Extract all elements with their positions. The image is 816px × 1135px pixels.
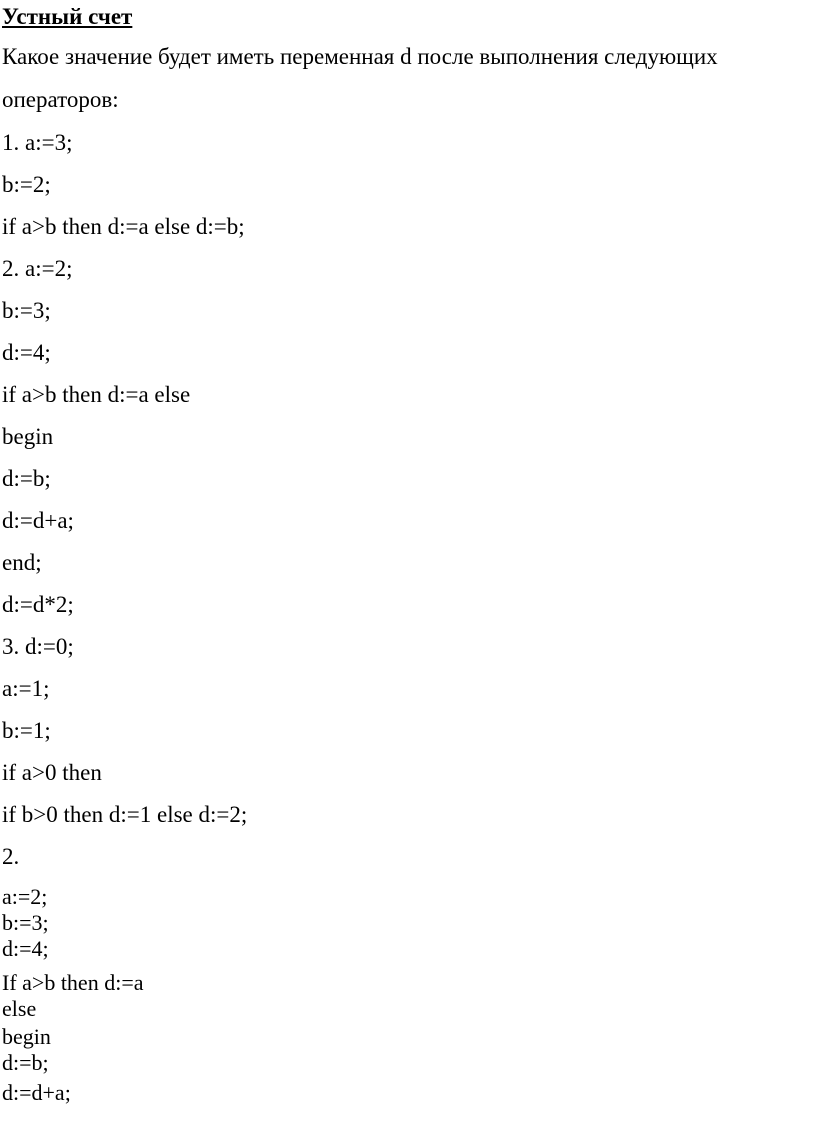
code-line-compact: else xyxy=(2,996,37,1021)
code-line: b:=1; xyxy=(2,718,51,743)
code-line: 1. a:=3; xyxy=(2,130,73,155)
code-line: if b>0 then d:=1 else d:=2; xyxy=(2,802,248,827)
question-text-line-2: операторов: xyxy=(2,87,119,112)
code-line: b:=2; xyxy=(2,172,51,197)
code-line: 2. a:=2; xyxy=(2,256,73,281)
code-line: a:=1; xyxy=(2,676,50,701)
code-line-compact: a:=2; xyxy=(2,884,48,909)
code-line: d:=b; xyxy=(2,466,51,491)
question-text-line-1: Какое значение будет иметь переменная d после выполнения следующих xyxy=(2,44,718,69)
code-line: if a>b then d:=a else d:=b; xyxy=(2,214,245,239)
code-line-compact: If a>b then d:=a xyxy=(2,970,144,995)
code-line-compact: d:=4; xyxy=(2,936,49,961)
code-line: d:=d+a; xyxy=(2,508,74,533)
code-line-compact: begin xyxy=(2,1024,51,1049)
code-line: b:=3; xyxy=(2,298,51,323)
page-title: Устный счет xyxy=(2,4,133,29)
code-line: if a>b then d:=a else xyxy=(2,382,191,407)
code-line: 2. xyxy=(2,844,20,869)
code-line: begin xyxy=(2,424,54,449)
code-line: d:=d*2; xyxy=(2,592,74,617)
code-line: d:=4; xyxy=(2,340,51,365)
code-line-compact: d:=b; xyxy=(2,1050,49,1075)
code-line-compact: d:=d+a; xyxy=(2,1080,71,1105)
code-line: 3. d:=0; xyxy=(2,634,74,659)
code-line: if a>0 then xyxy=(2,760,102,785)
code-line-compact: b:=3; xyxy=(2,910,49,935)
code-line: end; xyxy=(2,550,42,575)
